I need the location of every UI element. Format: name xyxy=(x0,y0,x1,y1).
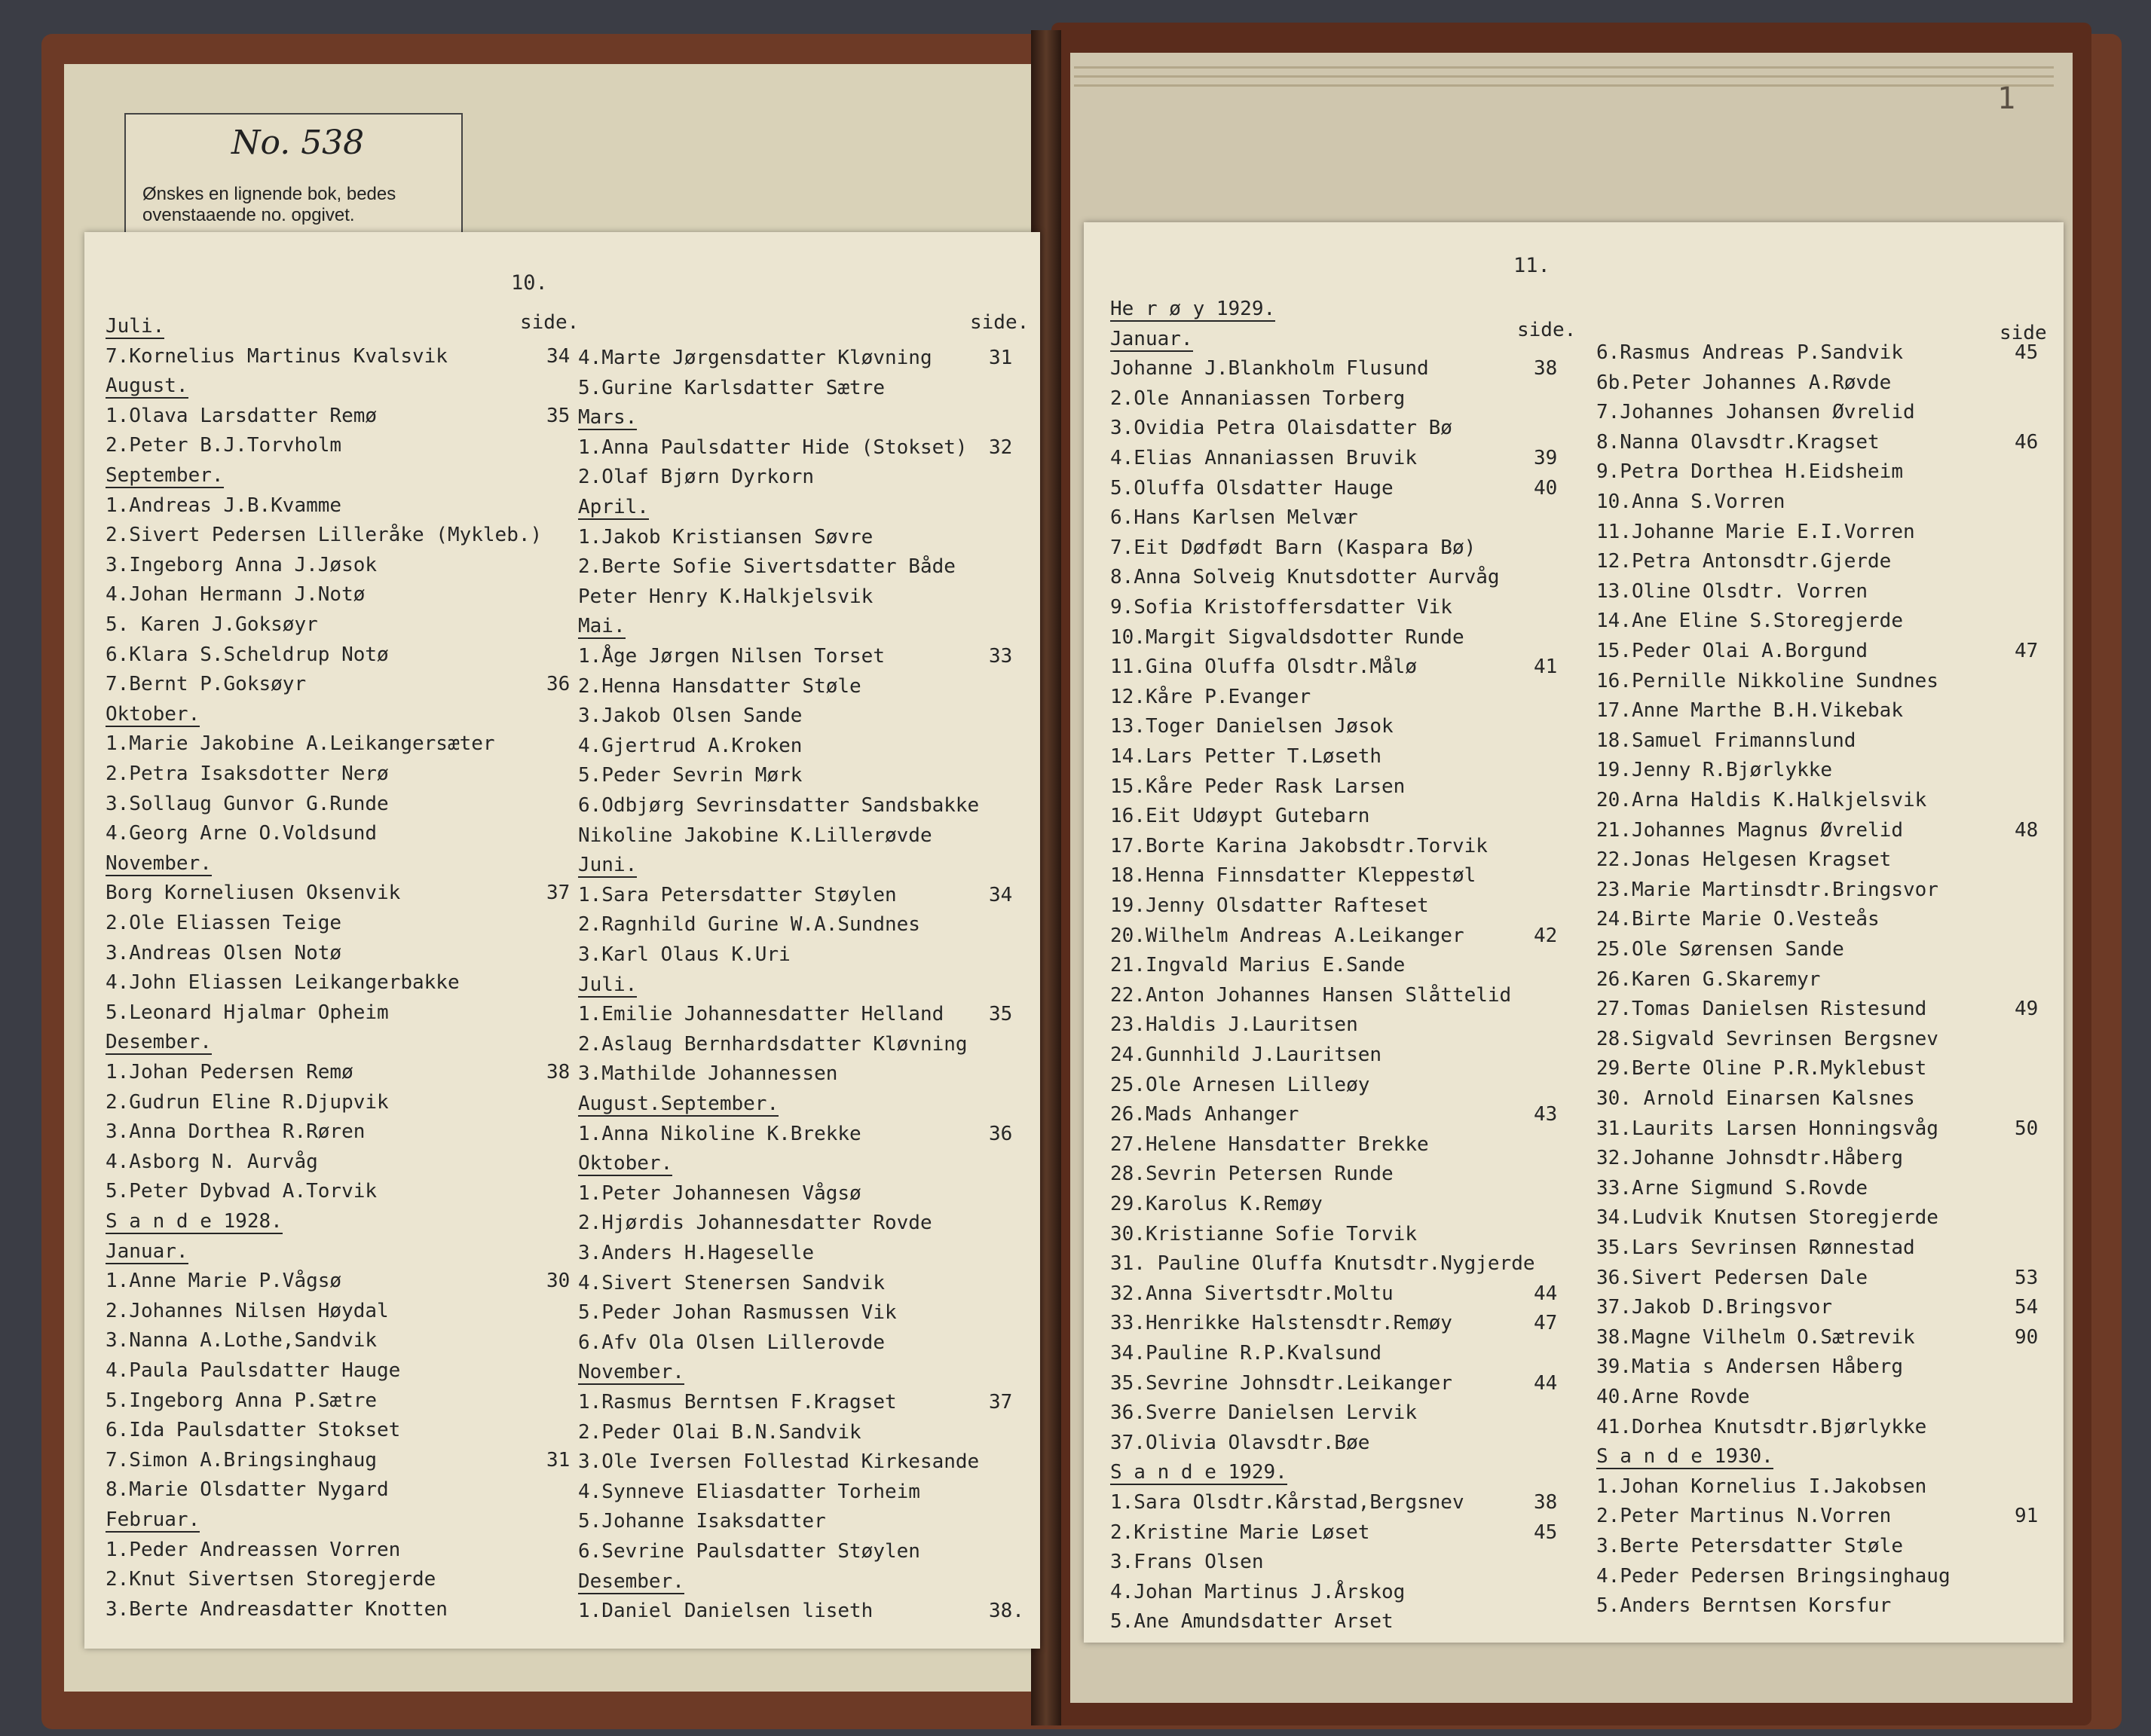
register-entry: 2.Henna Hansdatter Støle xyxy=(578,674,861,698)
register-entry: 28.Sevrin Petersen Runde xyxy=(1110,1163,1394,1186)
page-reference: 38 xyxy=(546,1061,571,1083)
register-entry: 2.Hjørdis Johannesdatter Rovde xyxy=(578,1212,932,1235)
register-entry: 19.Jenny Olsdatter Rafteset xyxy=(1110,894,1429,917)
register-entry: 9.Petra Dorthea H.Eidsheim xyxy=(1596,460,1903,484)
register-entry: 3.Karl Olaus K.Uri xyxy=(578,943,791,966)
register-entry: 6.Rasmus Andreas P.Sandvik xyxy=(1596,341,1903,364)
section-heading: Mars. xyxy=(578,406,638,429)
register-entry: 12.Kåre P.Evanger xyxy=(1110,685,1311,708)
register-entry: 13.Oline Olsdtr. Vorren xyxy=(1596,579,1868,603)
page-reference: 40 xyxy=(1534,476,1558,500)
register-entry: 3.Mathilde Johannessen xyxy=(578,1062,838,1086)
register-entry: 39.Matia s Andersen Håberg xyxy=(1596,1355,1903,1379)
page-number: 10. xyxy=(511,271,548,295)
page-reference: 34 xyxy=(546,344,571,368)
register-entry: 3.Berte Petersdatter Støle xyxy=(1596,1535,1903,1557)
register-entry: 2.Berte Sofie Sivertsdatter Både xyxy=(578,555,956,579)
page-reference: 54 xyxy=(2015,1296,2039,1319)
register-entry: 4.Elias Annaniassen Bruvik xyxy=(1110,447,1417,469)
register-entry: 11.Johanne Marie E.I.Vorren xyxy=(1596,520,1915,543)
register-entry: 8.Marie Olsdatter Nygard xyxy=(106,1478,389,1502)
register-entry: 8.Nanna Olavsdtr.Kragset xyxy=(1596,430,1880,454)
register-entry: 2.Knut Sivertsen Storegjerde xyxy=(106,1568,436,1591)
register-entry: 6.Afv Ola Olsen Lillerovde xyxy=(578,1331,885,1354)
register-entry: 6.Hans Karlsen Melvær xyxy=(1110,506,1358,530)
page-reference: 50 xyxy=(2015,1117,2039,1140)
register-entry: 5.Gurine Karlsdatter Sætre xyxy=(578,376,885,399)
page-reference: 43 xyxy=(1534,1103,1558,1126)
register-entry: 1.Andreas J.B.Kvamme xyxy=(106,494,342,517)
register-entry: 1.Åge Jørgen Nilsen Torset xyxy=(578,645,885,668)
register-entry: 15.Peder Olai A.Borgund xyxy=(1596,640,1868,662)
register-entry: 22.Anton Johannes Hansen Slåttelid xyxy=(1110,983,1512,1007)
register-entry: 3.Nanna A.Lothe,Sandvik xyxy=(106,1329,378,1352)
section-heading: Juli. xyxy=(106,315,165,338)
register-entry: 37.Olivia Olavsdtr.Bøe xyxy=(1110,1431,1370,1454)
register-entry: 21.Ingvald Marius E.Sande xyxy=(1110,954,1406,977)
page-reference: 31 xyxy=(989,347,1013,369)
register-entry: 2.Johannes Nilsen Høydal xyxy=(106,1299,389,1322)
book-label-card xyxy=(124,113,463,237)
register-entry: Nikoline Jakobine K.Lillerøvde xyxy=(578,824,932,847)
register-entry: 24.Gunnhild J.Lauritsen xyxy=(1110,1044,1382,1066)
page-reference: 47 xyxy=(2015,640,2039,662)
register-entry: 27.Tomas Danielsen Ristesund xyxy=(1596,998,1927,1021)
register-entry: 30. Arnold Einarsen Kalsnes xyxy=(1596,1087,1915,1110)
page-reference: 46 xyxy=(2015,430,2039,454)
section-heading: Februar. xyxy=(106,1508,200,1531)
register-entry: 25.Ole Arnesen Lilleøy xyxy=(1110,1073,1370,1096)
register-entry: 9.Sofia Kristoffersdatter Vik xyxy=(1110,596,1452,619)
register-entry: 1.Johan Kornelius I.Jakobsen xyxy=(1596,1475,1927,1498)
register-entry: 2.Peter Martinus N.Vorren xyxy=(1596,1505,1892,1528)
side-header: side. xyxy=(1517,319,1577,341)
register-entry: 2.Sivert Pedersen Lilleråke (Mykleb.) xyxy=(106,524,543,547)
register-entry: 3.Anna Dorthea R.Røren xyxy=(106,1120,366,1144)
register-entry: 3.Ingeborg Anna J.Jøsok xyxy=(106,553,378,576)
register-entry: Peter Henry K.Halkjelsvik xyxy=(578,585,874,608)
register-entry: 10.Margit Sigvaldsdotter Runde xyxy=(1110,625,1464,649)
register-entry: 14.Ane Eline S.Storegjerde xyxy=(1596,610,1903,633)
section-heading: Oktober. xyxy=(106,702,200,726)
register-entry: 1.Olava Larsdatter Remø xyxy=(106,404,378,427)
register-entry: 1.Anna Paulsdatter Hide (Stokset) xyxy=(578,436,968,459)
register-entry: 2.Ole Eliassen Teige xyxy=(106,912,342,934)
register-entry: 40.Arne Rovde xyxy=(1596,1386,1750,1408)
section-heading: Desember. xyxy=(106,1031,212,1054)
register-entry: 4.Asborg N. Aurvåg xyxy=(106,1150,318,1173)
register-entry: 3.Berte Andreasdatter Knotten xyxy=(106,1597,448,1621)
register-entry: 7.Eit Dødfødt Barn (Kaspara Bø) xyxy=(1110,536,1476,559)
section-heading: November. xyxy=(106,851,212,875)
page-reference: 90 xyxy=(2015,1325,2039,1349)
register-entry: 7.Johannes Johansen Øvrelid xyxy=(1596,401,1915,424)
register-entry: 33.Arne Sigmund S.Rovde xyxy=(1596,1176,1868,1200)
register-entry: 2.Petra Isaksdotter Nerø xyxy=(106,763,389,785)
register-entry: 1.Peder Andreassen Vorren xyxy=(106,1538,401,1561)
page-reference: 35 xyxy=(989,1003,1013,1026)
page-reference: 38 xyxy=(1534,1491,1558,1514)
section-heading: Desember. xyxy=(578,1569,684,1593)
left-page xyxy=(84,232,1040,1649)
page-reference: 34 xyxy=(989,883,1013,906)
register-entry: 20.Wilhelm Andreas A.Leikanger xyxy=(1110,924,1464,947)
page-stack-edge xyxy=(1074,66,2054,69)
register-entry: 1.Johan Pedersen Remø xyxy=(106,1061,353,1083)
page-reference: 37 xyxy=(989,1391,1013,1414)
register-entry: 17.Borte Karina Jakobsdtr.Torvik xyxy=(1110,834,1488,857)
register-entry: 34.Pauline R.P.Kvalsund xyxy=(1110,1342,1382,1365)
register-entry: Johanne J.Blankholm Flusund xyxy=(1110,357,1429,381)
page-reference: 91 xyxy=(2015,1505,2039,1528)
side-header: side. xyxy=(520,311,580,334)
corner-page-number: 1 xyxy=(1997,81,2016,116)
register-entry: 4.Georg Arne O.Voldsund xyxy=(106,822,378,845)
register-entry: 33.Henrikke Halstensdtr.Remøy xyxy=(1110,1312,1452,1335)
register-entry: 32.Anna Sivertsdtr.Moltu xyxy=(1110,1282,1394,1305)
register-entry: 6.Sevrine Paulsdatter Støylen xyxy=(578,1540,920,1563)
register-entry: 11.Gina Oluffa Olsdtr.Målø xyxy=(1110,656,1417,679)
page-stack-edge xyxy=(1074,75,2054,78)
register-entry: 1.Sara Petersdatter Støylen xyxy=(578,883,897,906)
register-entry: 5.Johanne Isaksdatter xyxy=(578,1510,826,1533)
register-entry: 2.Peter B.J.Torvholm xyxy=(106,434,342,457)
register-entry: 6b.Peter Johannes A.Røvde xyxy=(1596,371,1892,394)
register-entry: 5.Leonard Hjalmar Opheim xyxy=(106,1001,389,1024)
register-entry: 3.Sollaug Gunvor G.Runde xyxy=(106,792,389,815)
register-entry: 3.Ole Iversen Follestad Kirkesande xyxy=(578,1450,980,1474)
right-page xyxy=(1084,222,2064,1643)
register-entry: 15.Kåre Peder Rask Larsen xyxy=(1110,775,1406,798)
register-entry: 1.Peter Johannesen Vågsø xyxy=(578,1181,861,1205)
page-reference: 36 xyxy=(546,673,571,696)
register-entry: 32.Johanne Johnsdtr.Håberg xyxy=(1596,1147,1903,1170)
section-heading: April. xyxy=(578,496,649,518)
register-entry: 2.Ragnhild Gurine W.A.Sundnes xyxy=(578,913,920,937)
register-entry: 7.Simon A.Bringsinghaug xyxy=(106,1448,378,1472)
section-heading: Mai. xyxy=(578,615,626,638)
register-entry: 10.Anna S.Vorren xyxy=(1596,491,1785,513)
register-entry: 27.Helene Hansdatter Brekke xyxy=(1110,1132,1429,1156)
register-entry: 3.Ovidia Petra Olaisdatter Bø xyxy=(1110,417,1452,440)
section-heading: Oktober. xyxy=(578,1152,673,1175)
page-stack-edge xyxy=(1074,84,2054,87)
section-heading: November. xyxy=(578,1361,684,1384)
page-reference: 41 xyxy=(1534,656,1558,679)
register-entry: 4.Johan Martinus J.Årskog xyxy=(1110,1580,1406,1603)
register-entry: 26.Karen G.Skaremyr xyxy=(1596,967,1821,991)
section-heading: Juni. xyxy=(578,854,638,877)
page-reference: 30 xyxy=(546,1270,571,1293)
register-entry: 19.Jenny R.Bjørlykke xyxy=(1596,759,1833,782)
register-entry: 2.Gudrun Eline R.Djupvik xyxy=(106,1090,389,1114)
register-entry: 16.Eit Udøypt Gutebarn xyxy=(1110,805,1370,828)
register-entry: 4.Sivert Stenersen Sandvik xyxy=(578,1271,885,1294)
register-entry: 6.Klara S.Scheldrup Notø xyxy=(106,643,389,666)
label-number: No. 538 xyxy=(231,124,365,162)
register-entry: 29.Berte Oline P.R.Myklebust xyxy=(1596,1057,1927,1080)
register-entry: 12.Petra Antonsdtr.Gjerde xyxy=(1596,550,1892,573)
register-entry: 8.Anna Solveig Knutsdotter Aurvåg xyxy=(1110,566,1500,589)
register-entry: 1.Emilie Johannesdatter Helland xyxy=(578,1003,944,1026)
page-reference: 45 xyxy=(2015,341,2039,364)
register-entry: 13.Toger Danielsen Jøsok xyxy=(1110,715,1394,738)
register-entry: 38.Magne Vilhelm O.Sætrevik xyxy=(1596,1325,1915,1349)
page-reference: 31 xyxy=(546,1448,571,1472)
page-reference: 53 xyxy=(2015,1266,2039,1289)
register-entry: 5.Peder Johan Rasmussen Vik xyxy=(578,1301,897,1325)
register-entry: 5. Karen J.Goksøyr xyxy=(106,613,318,636)
page-reference: 42 xyxy=(1534,924,1558,947)
page-reference: 33 xyxy=(989,645,1013,668)
register-entry: 24.Birte Marie O.Vesteås xyxy=(1596,908,1880,931)
register-entry: 4.Johan Hermann J.Notø xyxy=(106,583,366,607)
section-heading: He r ø y 1929. xyxy=(1110,298,1276,320)
register-entry: 2.Olaf Bjørn Dyrkorn xyxy=(578,466,815,489)
register-entry: 1.Anna Nikoline K.Brekke xyxy=(578,1122,861,1145)
register-entry: 5.Peter Dybvad A.Torvik xyxy=(106,1180,378,1203)
register-entry: 41.Dorhea Knutsdtr.Bjørlykke xyxy=(1596,1415,1927,1438)
register-entry: 31. Pauline Oluffa Knutsdtr.Nygjerde xyxy=(1110,1252,1535,1276)
register-entry: 6.Odbjørg Sevrinsdatter Sandsbakke xyxy=(578,794,980,817)
register-entry: 36.Sverre Danielsen Lervik xyxy=(1110,1401,1417,1425)
page-reference: 36 xyxy=(989,1122,1013,1145)
register-entry: 25.Ole Sørensen Sande xyxy=(1596,938,1844,961)
register-entry: 1.Marie Jakobine A.Leikangersæter xyxy=(106,732,495,756)
register-entry: 4.Gjertrud A.Kroken xyxy=(578,734,803,757)
side-header: side xyxy=(2000,322,2047,344)
register-entry: 2.Kristine Marie Løset xyxy=(1110,1521,1370,1544)
register-entry: 16.Pernille Nikkoline Sundnes xyxy=(1596,669,1938,692)
register-entry: 28.Sigvald Sevrinsen Bergsnev xyxy=(1596,1027,1938,1050)
register-entry: 30.Kristianne Sofie Torvik xyxy=(1110,1222,1417,1245)
page-reference: 44 xyxy=(1534,1371,1558,1395)
register-entry: 5.Ane Amundsdatter Arset xyxy=(1110,1610,1394,1634)
register-entry: 7.Bernt P.Goksøyr xyxy=(106,673,307,696)
register-entry: 4.Synneve Eliasdatter Torheim xyxy=(578,1480,920,1503)
register-entry: 6.Ida Paulsdatter Stokset xyxy=(106,1419,401,1442)
register-entry: 4.Paula Paulsdatter Hauge xyxy=(106,1359,401,1382)
page-reference: 38 xyxy=(1534,357,1558,381)
section-heading: Januar. xyxy=(106,1239,188,1263)
register-entry: 14.Lars Petter T.Løseth xyxy=(1110,745,1382,768)
register-entry: 5.Anders Berntsen Korsfur xyxy=(1596,1594,1892,1618)
section-heading: S a n d e 1930. xyxy=(1596,1445,1773,1469)
register-entry: 26.Mads Anhanger xyxy=(1110,1103,1299,1126)
register-entry: 3.Frans Olsen xyxy=(1110,1551,1264,1574)
register-entry: 1.Anne Marie P.Vågsø xyxy=(106,1270,342,1293)
section-heading: August.September. xyxy=(578,1093,779,1115)
register-entry: 2.Peder Olai B.N.Sandvik xyxy=(578,1420,861,1444)
side-header: side. xyxy=(970,311,1030,334)
page-reference: 37 xyxy=(546,882,571,905)
register-entry: 20.Arna Haldis K.Halkjelsvik xyxy=(1596,789,1927,811)
register-entry: 3.Jakob Olsen Sande xyxy=(578,704,803,728)
register-entry: 18.Samuel Frimannslund xyxy=(1596,729,1856,752)
section-heading: August. xyxy=(106,374,188,398)
register-entry: 1.Daniel Danielsen liseth xyxy=(578,1600,874,1623)
register-entry: 36.Sivert Pedersen Dale xyxy=(1596,1266,1868,1289)
page-reference: 32 xyxy=(989,436,1013,459)
register-entry: 23.Haldis J.Lauritsen xyxy=(1110,1013,1358,1037)
register-entry: 1.Jakob Kristiansen Søvre xyxy=(578,525,874,549)
label-text: Ønskes en lignende bok, bedes ovenstaaende no. opgivet. xyxy=(142,184,396,225)
register-entry: 4.John Eliassen Leikangerbakke xyxy=(106,971,460,995)
register-entry: 34.Ludvik Knutsen Storegjerde xyxy=(1596,1206,1938,1230)
register-entry: 3.Andreas Olsen Notø xyxy=(106,941,342,964)
register-entry: 21.Johannes Magnus Øvrelid xyxy=(1596,818,1903,842)
register-entry: 1.Rasmus Berntsen F.Kragset xyxy=(578,1391,897,1414)
register-entry: 35.Sevrine Johnsdtr.Leikanger xyxy=(1110,1371,1452,1395)
section-heading: S a n d e 1928. xyxy=(106,1210,283,1233)
register-entry: 7.Kornelius Martinus Kvalsvik xyxy=(106,344,448,368)
page-reference: 48 xyxy=(2015,818,2039,842)
page-reference: 38. xyxy=(989,1600,1024,1623)
register-entry: 37.Jakob D.Bringsvor xyxy=(1596,1296,1833,1319)
section-heading: S a n d e 1929. xyxy=(1110,1461,1287,1484)
register-entry: 17.Anne Marthe B.H.Vikebak xyxy=(1596,699,1903,723)
page-reference: 39 xyxy=(1534,447,1558,469)
page-reference: 47 xyxy=(1534,1312,1558,1335)
page-reference: 45 xyxy=(1534,1521,1558,1544)
register-entry: 4.Peder Pedersen Bringsinghaug xyxy=(1596,1564,1951,1588)
page-reference: 49 xyxy=(2015,998,2039,1021)
register-entry: 1.Sara Olsdtr.Kårstad,Bergsnev xyxy=(1110,1491,1464,1514)
register-entry: 2.Ole Annaniassen Torberg xyxy=(1110,387,1406,410)
section-heading: September. xyxy=(106,464,224,487)
register-entry: 29.Karolus K.Remøy xyxy=(1110,1193,1323,1215)
register-entry: 5.Peder Sevrin Mørk xyxy=(578,764,803,787)
register-entry: 31.Laurits Larsen Honningsvåg xyxy=(1596,1117,1938,1140)
register-entry: 18.Henna Finnsdatter Kleppestøl xyxy=(1110,864,1476,888)
register-entry: 23.Marie Martinsdtr.Bringsvor xyxy=(1596,878,1938,901)
register-entry: 35.Lars Sevrinsen Rønnestad xyxy=(1596,1236,1915,1259)
register-entry: Borg Korneliusen Oksenvik xyxy=(106,882,401,905)
register-entry: 3.Anders H.Hageselle xyxy=(578,1242,815,1264)
register-entry: 22.Jonas Helgesen Kragset xyxy=(1596,848,1892,872)
register-entry: 2.Aslaug Bernhardsdatter Kløvning xyxy=(578,1032,968,1056)
register-entry: 5.Ingeborg Anna P.Sætre xyxy=(106,1389,378,1412)
page-reference: 35 xyxy=(546,404,571,427)
register-entry: 4.Marte Jørgensdatter Kløvning xyxy=(578,347,932,369)
page-reference: 44 xyxy=(1534,1282,1558,1305)
section-heading: Januar. xyxy=(1110,327,1193,350)
section-heading: Juli. xyxy=(578,973,638,996)
page-number: 11. xyxy=(1513,254,1550,277)
register-entry: 5.Oluffa Olsdatter Hauge xyxy=(1110,476,1394,500)
